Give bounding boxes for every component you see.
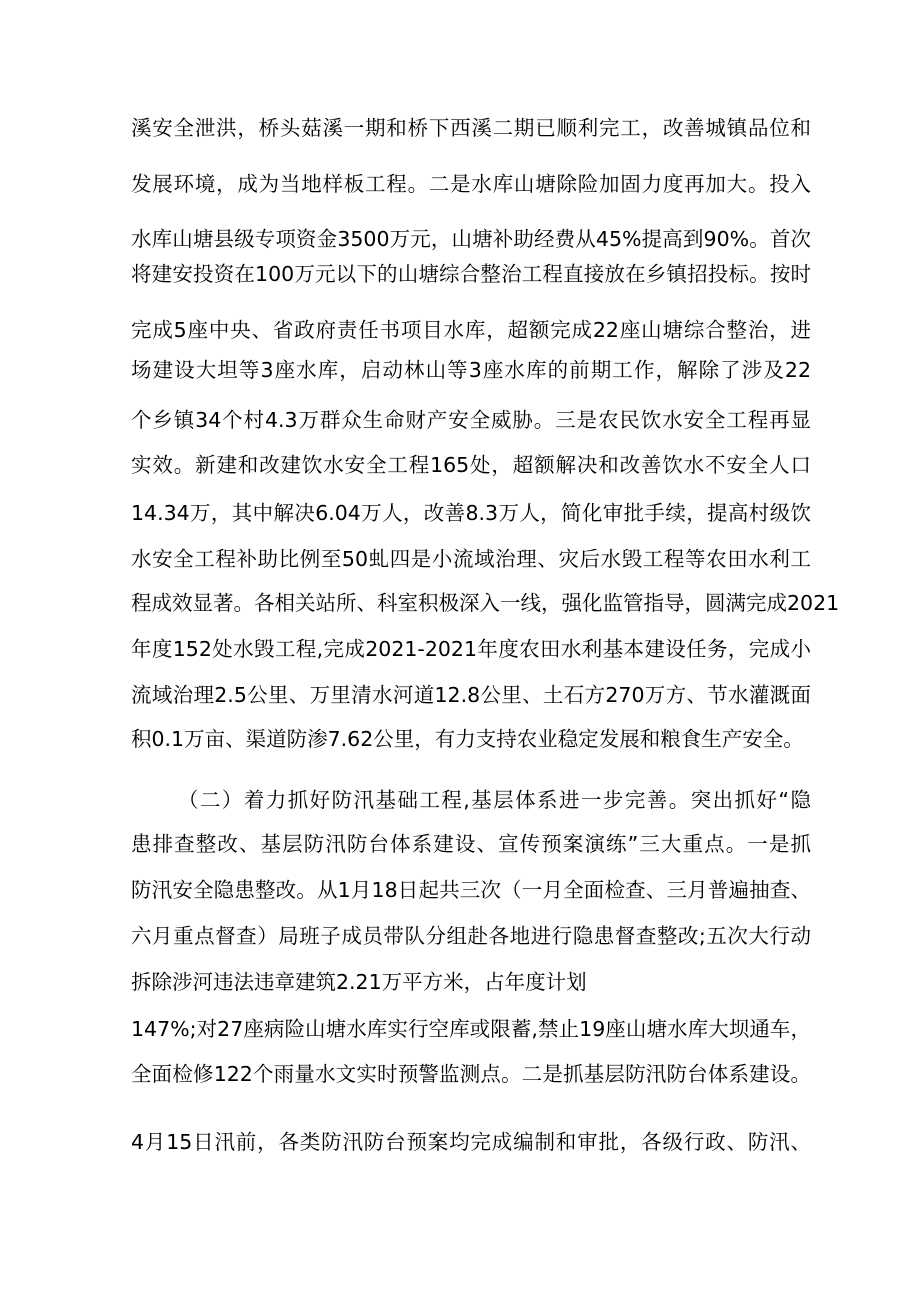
text-line-19: 拆除涉河违法违章建筑2.21万平方米，占年度计划 (131, 970, 587, 994)
text-line-5: 完成5座中央、省政府责任书项目水库，超额完成22座山塘综合整治，进 (131, 318, 811, 342)
text-line-8: 实效。新建和改建饮水安全工程165处，超额解决和改善饮水不安全人口 (131, 453, 811, 477)
text-line-15: （二）着力抓好防汛基础工程,基层体系进一步完善。突出抓好“隐 (178, 788, 811, 812)
text-line-1: 溪安全泄洪，桥头菇溪一期和桥下西溪二期已顺利完工，改善城镇品位和 (131, 116, 811, 140)
text-line-12: 年度152处水毁工程,完成2021-2021年度农田水利基本建设任务，完成小 (131, 637, 811, 661)
text-line-16: 患排查整改、基层防汛防台体系建设、宣传预案演练”三大重点。一是抓 (131, 832, 811, 856)
text-line-18: 六月重点督查）局班子成员带队分组赴各地进行隐患督查整改;五次大行动 (131, 924, 811, 948)
text-line-9: 14.34万，其中解决6.04万人，改善8.3万人，简化审批手续，提高村级饮 (131, 501, 811, 525)
text-line-11: 程成效显著。各相关站所、科室积极深入一线，强化监管指导，圆满完成2021 (131, 591, 840, 615)
text-line-14: 积0.1万亩、渠道防渗7.62公里，有力支持农业稳定发展和粮食生产安全。 (131, 727, 804, 751)
text-line-21: 全面检修122个雨量水文实时预警监测点。二是抓基层防汛防台体系建设。 (131, 1062, 811, 1086)
text-line-6: 场建设大坦等3座水库，启动林山等3座水库的前期工作，解除了涉及22 (131, 358, 811, 382)
text-line-4: 将建安投资在100万元以下的山塘综合整治工程直接放在乡镇招投标。按时 (131, 262, 811, 286)
text-line-13: 流域治理2.5公里、万里清水河道12.8公里、土石方270万方、节水灌溉面 (131, 683, 811, 707)
text-line-7: 个乡镇34个村4.3万群众生命财产安全威胁。三是农民饮水安全工程再显 (131, 408, 811, 432)
text-line-2: 发展环境，成为当地样板工程。二是水库山塘除险加固力度再加大。投入 (131, 172, 811, 196)
text-line-10: 水安全工程补助比例至50虬四是小流域治理、灾后水毁工程等农田水利工 (131, 547, 811, 571)
text-line-22: 4月15日汛前，各类防汛防台预案均完成编制和审批，各级行政、防汛、 (131, 1130, 811, 1154)
text-line-17: 防汛安全隐患整改。从1月18日起共三次（一月全面检查、三月普遍抽查、 (131, 878, 811, 902)
text-line-3: 水库山塘县级专项资金3500万元，山塘补助经费从45%提高到90%。首次 (131, 227, 811, 251)
text-line-20: 147%;对27座病险山塘水库实行空库或限蓄,禁止19座山塘水库大坝通车， (131, 1017, 811, 1041)
